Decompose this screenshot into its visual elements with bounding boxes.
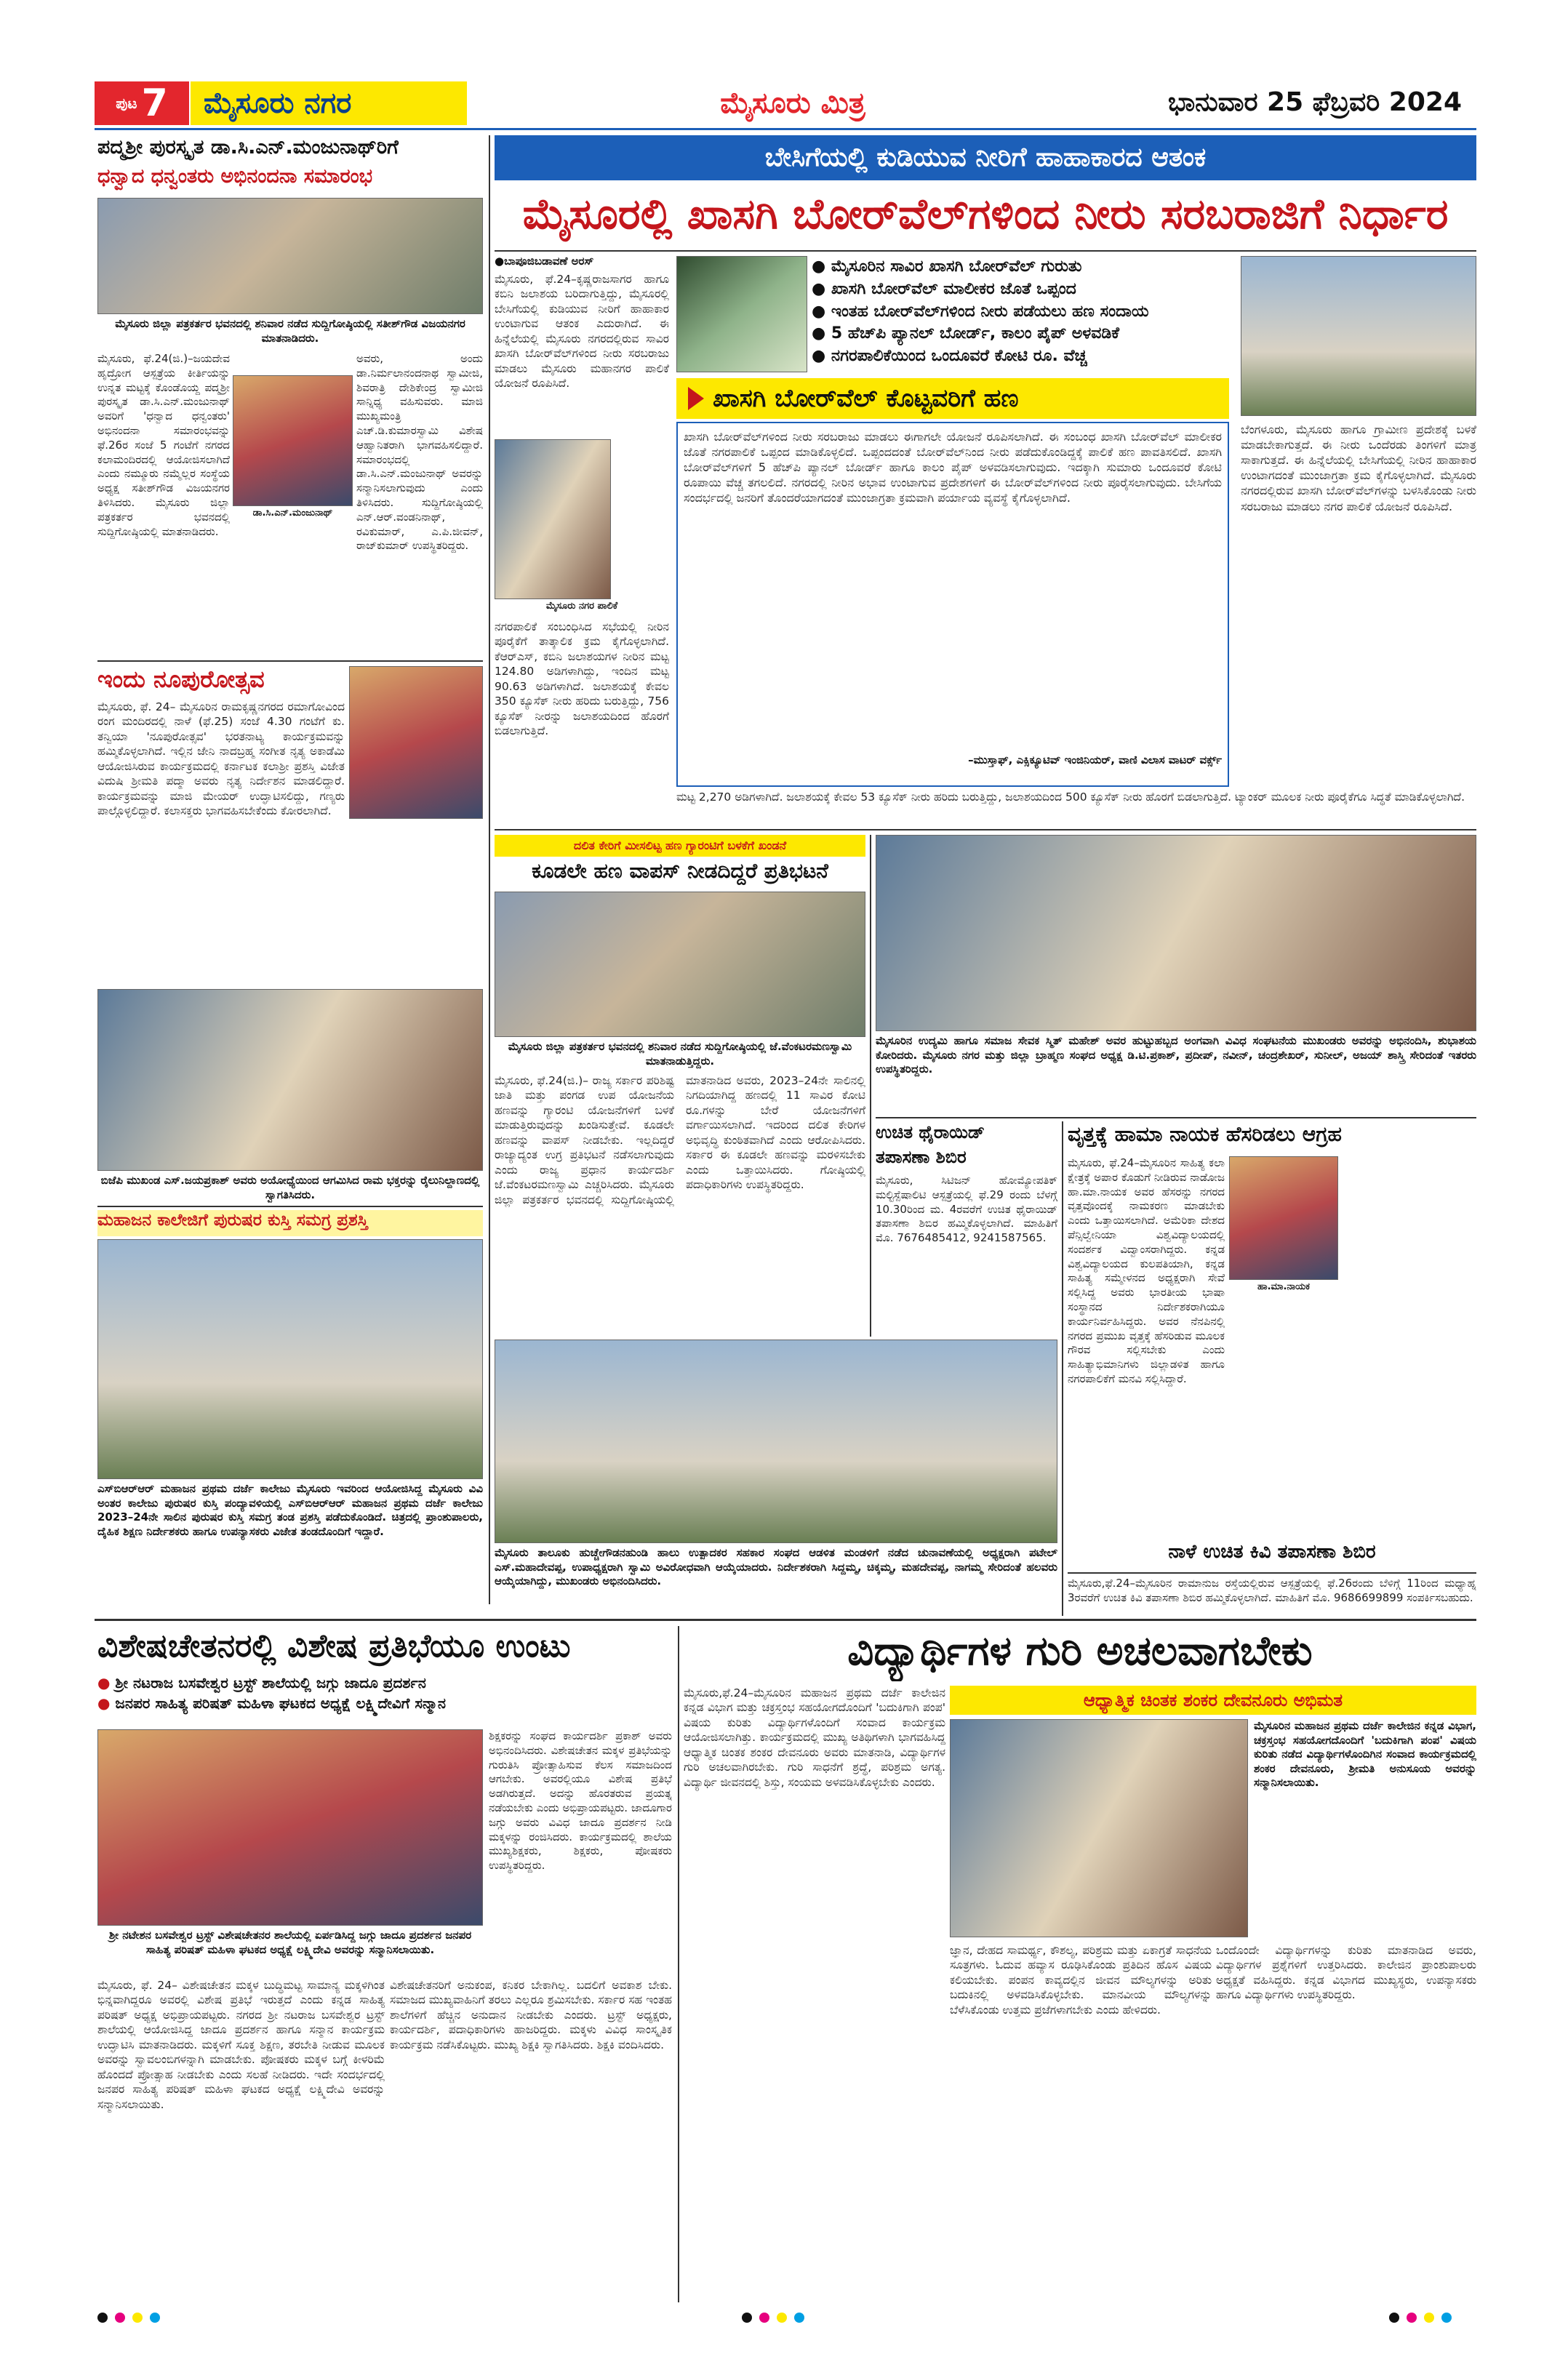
story-manjunath-headline-1: ಪದ್ಮಶ್ರೀ ಪುರಸ್ಕೃತ ಡಾ.ಸಿ.ಎನ್.ಮಂಜುನಾಥ್‌ರಿಗೆ bbox=[97, 136, 399, 159]
special-talent-bullets bbox=[97, 1673, 672, 1725]
lead-col1-side bbox=[614, 439, 669, 599]
nupurotsava-text: ಮೈಸೂರು, ಫೆ. 24– ಮೈಸೂರಿನ ರಾಮಕೃಷ್ಣನಗರದ ರಮಾಗೋವಿಂದ ರಂಗ ಮಂದಿರದಲ್ಲಿ ನಾಳೆ (ಫೆ.25) ಸಂಜೆ 4.30 ಗಂಟೆಗೆ ಕು. ತನ್ವಿಯಾ 'ನೂಪುರೋತ್ಸವ' ಭರತನಾಟ್ಯ ಕಾರ್ಯಕ್ರಮವನ್ನು ಹಮ್ಮಿಕೊಳ್ಳಲಾಗಿದೆ. ಇಲ್ಲಿನ ಜೇನಿ ನಾದಬ್ರಹ್ಮ ಸಂಗೀತ ನೃತ್ಯ ಅಕಾಡೆಮಿ ಆಯೋಜಿಸಿರುವ ಕಾರ್ಯಕ್ರಮದಲ್ಲಿ ಕರ್ನಾಟಕ ಕಲಾಶ್ರೀ ಪ್ರಶಸ್ತಿ ವಿಜೇತ ವಿದುಷಿ ಶ್ರೀಮತಿ ಪದ್ಮಾ ಅವರು ನೃತ್ಯ ನಿರ್ದೇಶನ ಮಾಡಲಿದ್ದಾರೆ. ಕಾರ್ಯಕ್ರಮವನ್ನು ಮಾಜಿ ಮೇಯರ್ ಉದ್ಘಾಟಿಸಲಿದ್ದು, ಗಣ್ಯರು ಪಾಲ್ಗೊಳ್ಳಲಿದ್ದಾರೆ. ಕಲಾಸಕ್ತರು ಭಾಗವಹಿಸಬೇಕೆಂದು ಕೋರಲಾಗಿದೆ. bbox=[97, 700, 345, 818]
divider bbox=[97, 1206, 483, 1207]
ear-camp-text: ಮೈಸೂರು,ಫೆ.24–ಮೈಸೂರಿನ ರಾಮಾನುಜ ರಸ್ತೆಯಲ್ಲಿರುವ ಆಸ್ಪತ್ರೆಯಲ್ಲಿ ಫೆ.26ರಂದು ಬೆಳಿಗ್ಗೆ 11ರಿಂದ ಮಧ್ಯಾಹ್ನ 3ರವರೆಗೆ ಉಚಿತ ಕಿವಿ ತಪಾಸಣಾ ಶಿಬಿರ ಹಮ್ಮಿಕೊಳ್ಳಲಾಗಿದೆ. ಮಾಹಿತಿಗೆ ಮೊ. 9686699899 ಸಂಪರ್ಕಿಸಬಹುದು. bbox=[1068, 1577, 1476, 1604]
divider bbox=[97, 660, 483, 662]
lead-col1: ಮೈಸೂರು, ಫೆ.24–ಕೃಷ್ಣರಾಜಸಾಗರ ಹಾಗೂ ಕಬಿನಿ ಜಲಾಶಯ ಬರಿದಾಗುತ್ತಿದ್ದು, ಮೈಸೂರಲ್ಲಿ ಬೇಸಿಗೆಯಲ್ಲಿ ಕುಡಿಯುವ ನೀರಿಗೆ ಹಾಹಾಕಾರ ಉಂಟಾಗುವ ಆತಂಕ ಎದುರಾಗಿದೆ. ಈ ಹಿನ್ನೆಲೆಯಲ್ಲಿ ಮೈಸೂರು ನಗರದಲ್ಲಿರುವ ಸಾವಿರ ಖಾಸಗಿ ಬೋರ್‌ವೆಲ್‌ಗಳಿಂದ ನೀರು ಸರಬರಾಜು ಮಾಡಲು ಮೈಸೂರು ಮಹಾನಗರ ಪಾಲಿಕೆ ಯೋಜನೆ ರೂಪಿಸಿದೆ. bbox=[495, 273, 669, 391]
college-event-caption: ಮೈಸೂರಿನ ಮಹಾಜನ ಪ್ರಥಮ ದರ್ಜೆ ಕಾಲೇಜಿನ ಕನ್ನಡ ವಿಭಾಗ, ಚಕ್ರಸ್ತಂಭ ಸಹಯೋಗದೊಂದಿಗೆ 'ಬದುಕಿಗಾಗಿ ಪಂಪ' ವಿಷಯ ಕುರಿತು ನಡೆದ ವಿದ್ಯಾರ್ಥಿಗಳೊಂದಿಗಿನ ಸಂವಾದ ಕಾರ್ಯಕ್ರಮದಲ್ಲಿ ಶಂಕರ ದೇವನೂರು, ಶ್ರೀಮತಿ ಅನುಸೂಯ ಅವರನ್ನು ಸನ್ಮಾನಿಸಲಾಯಿತು. bbox=[1254, 1719, 1476, 1789]
registration-marks-center bbox=[742, 2313, 829, 2327]
sub-story-text: ಖಾಸಗಿ ಬೋರ್‌ವೆಲ್‌ಗಳಿಂದ ನೀರು ಸರಬರಾಜು ಮಾಡಲು ಈಗಾಗಲೇ ಯೋಜನೆ ರೂಪಿಸಲಾಗಿದೆ. ಈ ಸಂಬಂಧ ಖಾಸಗಿ ಬೋರ್‌ವೆಲ್ ಮಾಲೀಕರ ಜೊತೆ ನಗರಪಾಲಿಕೆ ಒಪ್ಪಂದ ಮಾಡಿಕೊಳ್ಳಲಿದೆ. ಒಪ್ಪಂದದಂತೆ ಬೋರ್‌ವೆಲ್‌ನಿಂದ ನೀರು ಪಡೆದುಕೊಂಡಿದ್ದಕ್ಕೆ ಪಾಲಿಕೆ ಹಣ ಪಾವತಿಸಲಿದೆ. ಖಾಸಗಿ ಬೋರ್‌ವೆಲ್‌ಗಳಿಗೆ 5 ಹೆಚ್‌ಪಿ ಪ್ಯಾನಲ್ ಬೋರ್ಡ್ ಹಾಗೂ ಕಾಲಂ ಪೈಪ್ ಅಳವಡಿಸಲಾಗುವುದು. ಇದಕ್ಕಾಗಿ ಸುಮಾರು ಒಂದೂವರೆ ಕೋಟಿ ರೂಪಾಯಿ ವೆಚ್ಚ ತಗಲಲಿದೆ. ನಗರದಲ್ಲಿ ನೀರಿನ ಅಭಾವ ಉಂಟಾಗುವ ಪ್ರದೇಶಗಳಿಗೆ ಈ ಬೋರ್‌ವೆಲ್‌ಗಳಿಂದ ನೀರು ಪೂರೈಸಲಾಗುವುದು. ಬೇಸಿಗೆಯ ಸಂದರ್ಭದಲ್ಲಿ ಜನರಿಗೆ ತೊಂದರೆಯಾಗದಂತೆ ಮುಂಜಾಗ್ರತಾ ಕ್ರಮವಾಗಿ ಪರ್ಯಾಯ ವ್ಯವಸ್ಥೆ ಕೈಗೊಳ್ಳಲಾಗಿದೆ. bbox=[684, 430, 1222, 505]
page-number-badge bbox=[95, 81, 189, 125]
divider bbox=[1068, 1572, 1476, 1574]
story-manjunath-text-3 bbox=[233, 527, 353, 657]
arrow-icon bbox=[688, 387, 704, 410]
special-talent-bullet-1: ● ಶ್ರೀ ನಟರಾಜ ಬಸವೇಶ್ವರ ಟ್ರಸ್ಟ್ ಶಾಲೆಯಲ್ಲಿ ಜಗ್ಗು ಜಾದೂ ಪ್ರದರ್ಶನ bbox=[97, 1673, 672, 1693]
masthead-rule bbox=[95, 128, 1476, 130]
magic-show-photo bbox=[97, 1729, 483, 1926]
column-rule bbox=[870, 835, 871, 1337]
registration-marks-right bbox=[1389, 2313, 1476, 2327]
sub-banner bbox=[676, 378, 1229, 419]
issue-date: ಭಾನುವಾರ 25 ಫೆಬ್ರವರಿ 2024 bbox=[1167, 87, 1462, 117]
divider bbox=[876, 1117, 1476, 1118]
registration-marks-left bbox=[97, 2313, 185, 2327]
lead-bullet-4: ● 5 ಹೆಚ್‌ಪಿ ಪ್ಯಾನಲ್ ಬೋರ್ಡ್, ಕಾಲಂ ಪೈಪ್ ಅಳವಡಿಕೆ bbox=[812, 323, 1233, 345]
students-goal-text-1b bbox=[684, 1995, 945, 2299]
protest-caption: ಮೈಸೂರು ಜಿಲ್ಲಾ ಪತ್ರಕರ್ತರ ಭವನದಲ್ಲಿ ಶನಿವಾರ ನಡೆದ ಸುದ್ದಿಗೋಷ್ಠಿಯಲ್ಲಿ ಜೆ.ವೆಂಕಟರಮಣಸ್ವಾಮಿ ಮಾತನಾಡುತ್ತಿದ್ದರು. bbox=[508, 1040, 852, 1068]
protest-headline: ಕೂಡಲೇ ಹಣ ವಾಪಸ್ ನೀಡದಿದ್ದರೆ ಪ್ರತಿಭಟನೆ bbox=[532, 859, 828, 883]
road-naming-text: ಮೈಸೂರು, ಫೆ.24–ಮೈಸೂರಿನ ಸಾಹಿತ್ಯ ಕಲಾ ಕ್ಷೇತ್ರಕ್ಕೆ ಅಪಾರ ಕೊಡುಗೆ ನೀಡಿರುವ ನಾಡೋಜ ಹಾ.ಮಾ.ನಾಯಕ ಅವರ ಹೆಸರನ್ನು ನಗರದ ವೃತ್ತವೊಂದಕ್ಕೆ ನಾಮಕರಣ ಮಾಡಬೇಕು ಎಂದು ಒತ್ತಾಯಿಸಲಾಗಿದೆ. ಅಮೆರಿಕಾ ದೇಶದ ಪೆನ್ಸಿಲ್ವೇನಿಯಾ ವಿಶ್ವವಿದ್ಯಾಲಯದಲ್ಲಿ ಸಂದರ್ಶಕ ವಿದ್ವಾಂಸರಾಗಿದ್ದರು. ಕನ್ನಡ ವಿಶ್ವವಿದ್ಯಾಲಯದ ಕುಲಪತಿಯಾಗಿ, ಕನ್ನಡ ಸಾಹಿತ್ಯ ಸಮ್ಮೇಳನದ ಅಧ್ಯಕ್ಷರಾಗಿ ಸೇವೆ ಸಲ್ಲಿಸಿದ್ದ ಅವರು ಭಾರತೀಯ ಭಾಷಾ ಸಂಸ್ಥಾನದ ನಿರ್ದೇಶಕರಾಗಿಯೂ ಕಾರ್ಯನಿರ್ವಹಿಸಿದ್ದರು. ಅವರ ನೆನಪಿನಲ್ಲಿ ನಗರದ ಪ್ರಮುಖ ವೃತ್ತಕ್ಕೆ ಹೆಸರಿಡುವ ಮೂಲಕ ಗೌರವ ಸಲ್ಲಿಸಬೇಕು ಎಂದು ಸಾಹಿತ್ಯಾಭಿಮಾನಿಗಳು ಜಿಲ್ಲಾಡಳಿತ ಹಾಗೂ ನಗರಪಾಲಿಕೆಗೆ ಮನವಿ ಸಲ್ಲಿಸಿದ್ದಾರೆ. bbox=[1068, 1156, 1225, 1385]
lead-bullet-2: ● ಖಾಸಗಿ ಬೋರ್‌ವೆಲ್ ಮಾಲೀಕರ ಜೊತೆ ಒಪ್ಪಂದ bbox=[812, 279, 1233, 301]
thyroid-headline-1: ಉಚಿತ ಥೈರಾಯಿಡ್ bbox=[876, 1122, 985, 1142]
section-title: ಮೈಸೂರು ನಗರ bbox=[191, 81, 467, 125]
wrestling-headline: ಮಹಾಜನ ಕಾಲೇಜಿಗೆ ಪುರುಷರ ಕುಸ್ತಿ ಸಮಗ್ರ ಪ್ರಶಸ್ತಿ bbox=[97, 1210, 483, 1236]
column-rule bbox=[1062, 1121, 1063, 1616]
dancer-photo bbox=[349, 666, 483, 819]
wrestling-caption: ಎಸ್‌ಬಿಆರ್‌ಆರ್ ಮಹಾಜನ ಪ್ರಥಮ ದರ್ಜೆ ಕಾಲೇಜು ಮೈಸೂರು ಇವರಿಂದ ಆಯೋಜಿಸಿದ್ದ ಮೈಸೂರು ವಿವಿ ಅಂತರ ಕಾಲೇಜು ಪುರುಷರ ಕುಸ್ತಿ ಪಂದ್ಯಾವಳಿಯಲ್ಲಿ ಎಸ್‌ಬಿಆರ್‌ಆರ್ ಮಹಾಜನ ಪ್ರಥಮ ದರ್ಜೆ ಕಾಲೇಜು 2023–24ನೇ ಸಾಲಿನ ಪುರುಷರ ಕುಸ್ತಿ ಸಮಗ್ರ ತಂಡ ಪ್ರಶಸ್ತಿ ಪಡೆದುಕೊಂಡಿದೆ. ಚಿತ್ರದಲ್ಲಿ ಪ್ರಾಂಶುಪಾಲರು, ದೈಹಿಕ ಶಿಕ್ಷಣ ನಿರ್ದೇಶಕರು ಹಾಗೂ ಉಪನ್ಯಾಸಕರು ವಿಜೇತ ತಂಡದೊಂದಿಗೆ ಇದ್ದಾರೆ. bbox=[97, 1482, 483, 1538]
protest-press-photo bbox=[495, 892, 865, 1037]
manjunath-portrait-caption: ಡಾ.ಸಿ.ಎನ್.ಮಂಜುನಾಥ್ bbox=[252, 508, 333, 519]
road-naming-text-right bbox=[1344, 1156, 1476, 1607]
ram-devotees-caption: ಬಿಜೆಪಿ ಮುಖಂಡ ಎಸ್.ಜಯಪ್ರಕಾಶ್ ಅವರು ಅಯೋಧ್ಯೆಯಿಂದ ಆಗಮಿಸಿದ ರಾಮ ಭಕ್ತರನ್ನು ರೈಲುನಿಲ್ದಾಣದಲ್ಲಿ ಸ್ವಾಗತಿಸಿದರು. bbox=[100, 1174, 480, 1201]
lead-headline: ಮೈಸೂರಲ್ಲಿ ಖಾಸಗಿ ಬೋರ್‌ವೆಲ್‌ಗಳಿಂದ ನೀರು ಸರಬರಾಜಿಗೆ ನಿರ್ಧಾರ bbox=[522, 189, 1449, 239]
ram-devotees-photo bbox=[97, 989, 483, 1171]
nupurotsava-headline: ಇಂದು ನೂಪುರೋತ್ಸವ bbox=[97, 665, 265, 693]
special-talent-text: ಮೈಸೂರು, ಫೆ. 24– ವಿಶೇಷಚೇತನ ಮಕ್ಕಳ ಬುದ್ಧಿಮಟ್ಟ ಸಾಮಾನ್ಯ ಮಕ್ಕಳಿಗಿಂತ ಭಿನ್ನವಾಗಿದ್ದರೂ ಅವರಲ್ಲಿ ವಿಶೇಷ ಪ್ರತಿಭೆ ಇರುತ್ತದೆ ಎಂದು ಕನ್ನಡ ಸಾಹಿತ್ಯ ಪರಿಷತ್ ಅಧ್ಯಕ್ಷ ಅಭಿಪ್ರಾಯಪಟ್ಟರು. ನಗರದ ಶ್ರೀ ನಟರಾಜ ಬಸವೇಶ್ವರ ಟ್ರಸ್ಟ್ ಶಾಲೆಯಲ್ಲಿ ಆಯೋಜಿಸಿದ್ದ ಜಾದೂ ಪ್ರದರ್ಶನ ಹಾಗೂ ಸನ್ಮಾನ ಕಾರ್ಯಕ್ರಮ ಉದ್ಘಾಟಿಸಿ ಮಾತನಾಡಿದರು. ಮಕ್ಕಳಿಗೆ ಸೂಕ್ತ ಶಿಕ್ಷಣ, ತರಬೇತಿ ನೀಡುವ ಮೂಲಕ ಅವರನ್ನು ಸ್ವಾವಲಂಬಿಗಳನ್ನಾಗಿ ಮಾಡಬೇಕು. ಪೋಷಕರು ಮಕ್ಕಳ ಬಗ್ಗೆ ಕೀಳರಿಮೆ ಹೊಂದದೆ ಪ್ರೋತ್ಸಾಹ ನೀಡಬೇಕು ಎಂದು ಸಲಹೆ ನೀಡಿದರು. ಇದೇ ಸಂದರ್ಭದಲ್ಲಿ ಜನಪರ ಸಾಹಿತ್ಯ ಪರಿಷತ್ ಮಹಿಳಾ ಘಟಕದ ಅಧ್ಯಕ್ಷೆ ಲಕ್ಷ್ಮಿದೇವಿ ಅವರನ್ನು ಸನ್ಮಾನಿಸಲಾಯಿತು. bbox=[97, 1979, 385, 2111]
students-goal-text-3: ಒಂದೊಂದೇ ವಿದ್ಯಾರ್ಥಿಗಳನ್ನು ಕುರಿತು ಮಾತನಾಡಿದ ಅವರು, ವಿದ್ಯಾರ್ಥಿಗಳ ಪ್ರಶ್ನೆಗಳಿಗೆ ಉತ್ತರಿಸಿದರು. ಕಾಲೇಜಿನ ಪ್ರಾಂಶುಪಾಲರು ಅಧ್ಯಕ್ಷತೆ ವಹಿಸಿದ್ದರು. ಕನ್ನಡ ವಿಭಾಗದ ಮುಖ್ಯಸ್ಥರು, ಉಪನ್ಯಾಸಕರು ಹಾಗೂ ವಿದ್ಯಾರ್ಥಿಗಳು ಉಪಸ್ಥಿತರಿದ್ದರು. bbox=[1216, 1944, 1476, 2002]
lead-bottom-text: ಮಟ್ಟ 2,270 ಅಡಿಗಳಾಗಿದೆ. ಜಲಾಶಯಕ್ಕೆ ಕೇವಲ 53 ಕ್ಯೂಸೆಕ್ ನೀರು ಹರಿದು ಬರುತ್ತಿದ್ದು, ಜಲಾಶಯದಿಂದ 500 ಕ್ಯೂಸೆಕ್ ನೀರು ಹೊರಗೆ ಬಿಡಲಾಗುತ್ತಿದೆ. ಟ್ಯಾಂಕರ್ ಮೂಲಕ ನೀರು ಪೂರೈಕೆಗೂ ಸಿದ್ಧತೆ ಮಾಡಿಕೊಳ್ಳಲಾಗಿದೆ. bbox=[676, 790, 1465, 804]
column-rule bbox=[489, 135, 490, 1604]
lead-bullet-1: ● ಮೈಸೂರಿನ ಸಾವಿರ ಖಾಸಗಿ ಬೋರ್‌ವೆಲ್ ಗುರುತು bbox=[812, 256, 1233, 279]
section-rule bbox=[95, 1619, 1476, 1621]
students-goal-subkicker: ಆಧ್ಯಾತ್ಮಿಕ ಚಿಂತಕ ಶಂಕರ ದೇವನೂರು ಅಭಿಮತ bbox=[950, 1686, 1476, 1715]
thyroid-text: ಮೈಸೂರು, ಸಿಟಿಜನ್ ಹೋಮ್ಯೋಪತಿಕ್ ಮಲ್ಟಿಸ್ಪೆಷಾಲಿಟಿ ಆಸ್ಪತ್ರೆಯಲ್ಲಿ ಫೆ.29 ರಂದು ಬೆಳಗ್ಗೆ 10.30ರಿಂದ ಮ. 4ರವರೆಗೆ ಉಚಿತ ಥೈರಾಯಿಡ್ ತಪಾಸಣಾ ಶಿಬಿರ ಹಮ್ಮಿಕೊಳ್ಳಲಾಗಿದೆ. ಮಾಹಿತಿಗೆ ಮೊ. 7676485412, 9241587565. bbox=[876, 1174, 1057, 1245]
drinking-water-photo bbox=[676, 256, 807, 372]
magic-show-caption: ಶ್ರೀ ನಟೇಶನ ಬಸವೇಶ್ವರ ಟ್ರಸ್ಟ್ ವಿಶೇಷಚೇತನರ ಶಾಲೆಯಲ್ಲಿ ಏರ್ಪಡಿಸಿದ್ದ ಜಗ್ಗು ಜಾದೂ ಪ್ರದರ್ಶನ ಜನಪರ ಸಾಹಿತ್ಯ ಪರಿಷತ್ ಮಹಿಳಾ ಘಟಕದ ಅಧ್ಯಕ್ಷೆ ಲಕ್ಷ್ಮಿದೇವಿ ಅವರನ್ನು ಸನ್ಮಾನಿಸಲಾಯಿತು. bbox=[108, 1929, 472, 1956]
special-talent-headline: ವಿಶೇಷಚೇತನರಲ್ಲಿ ವಿಶೇಷ ಪ್ರತಿಭೆಯೂ ಉಂಟು bbox=[97, 1628, 571, 1665]
sub-story-box bbox=[676, 422, 1229, 787]
divider bbox=[495, 250, 1476, 252]
wrestling-team-photo bbox=[97, 1239, 483, 1479]
lead-dateline: ●ಬಾಪೂಜಿಬಡಾವಣೆ ಅರಸ್ bbox=[495, 255, 594, 268]
college-event-photo bbox=[950, 1719, 1248, 1937]
protest-kicker: ದಲಿತ ಕೇರಿಗೆ ಮೀಸಲಿಟ್ಟ ಹಣ ಗ್ಯಾರಂಟಿಗೆ ಬಳಕೆಗೆ ಖಂಡನೆ bbox=[495, 835, 865, 857]
page-label: ಪುಟ bbox=[116, 95, 137, 112]
lead-side-text: ಬೆಂಗಳೂರು, ಮೈಸೂರು ಹಾಗೂ ಗ್ರಾಮೀಣ ಪ್ರದೇಶಕ್ಕೆ ಬಳಕೆ ಮಾಡಬೇಕಾಗುತ್ತದೆ. ಈ ನೀರು ಒಂದೆರಡು ತಿಂಗಳಿಗೆ ಮಾತ್ರ ಸಾಕಾಗುತ್ತದೆ. ಈ ಹಿನ್ನೆಲೆಯಲ್ಲಿ ಬೇಸಿಗೆಯಲ್ಲಿ ನೀರಿನ ಹಾಹಾಕಾರ ಉಂಟಾಗದಂತೆ ಮುಂಜಾಗ್ರತಾ ಕ್ರಮ ಕೈಗೊಳ್ಳಲಾಗಿದೆ. ಮೈಸೂರು ನಗರದಲ್ಲಿರುವ ಖಾಸಗಿ ಬೋರ್‌ವೆಲ್‌ಗಳನ್ನು ಬಳಸಿಕೊಂಡು ನೀರು ಸರಬರಾಜು ಮಾಡಲು ನಗರ ಪಾಲಿಕೆ ಯೋಜನೆ ರೂಪಿಸಿದೆ. bbox=[1241, 423, 1476, 513]
hama-nayaka-portrait bbox=[1229, 1156, 1338, 1280]
city-corporation-photo bbox=[495, 439, 611, 599]
lead-col1b: ನಗರಪಾಲಿಕೆ ಸಂಬಂಧಿಸಿದ ಸಭೆಯಲ್ಲಿ ನೀರಿನ ಪೂರೈಕೆಗೆ ತಾತ್ಕಾಲಿಕ ಕ್ರಮ ಕೈಗೊಳ್ಳಲಾಗಿದೆ. ಕೆಆರ್‌ಎಸ್, ಕಬಿನಿ ಜಲಾಶಯಗಳ ನೀರಿನ ಮಟ್ಟ 124.80 ಅಡಿಗಳಾಗಿದ್ದು, ಇಂದಿನ ಮಟ್ಟ 90.63 ಅಡಿಗಳಾಗಿದೆ. ಜಲಾಶಯಕ್ಕೆ ಕೇವಲ 350 ಕ್ಯೂಸೆಕ್ ನೀರು ಹರಿದು ಬರುತ್ತಿದ್ದು, 756 ಕ್ಯೂಸೆಕ್ ನೀರನ್ನು ಜಲಾಶಯದಿಂದ ಹೊರಗೆ ಬಿಡಲಾಗುತ್ತಿದೆ. bbox=[495, 620, 669, 738]
press-meet-photo bbox=[97, 198, 483, 314]
city-corporation-caption: ಮೈಸೂರು ನಗರ ಪಾಲಿಕೆ bbox=[545, 601, 618, 612]
protest-text: ಮೈಸೂರು, ಫೆ.24(ಜಿ.)– ರಾಜ್ಯ ಸರ್ಕಾರ ಪರಿಶಿಷ್ಟ ಜಾತಿ ಮತ್ತು ಪಂಗಡ ಉಪ ಯೋಜನೆಯ ಹಣವನ್ನು ಗ್ಯಾರಂಟಿ ಯೋಜನೆಗಳಿಗೆ ಬಳಕೆ ಮಾಡುತ್ತಿರುವುದನ್ನು ಖಂಡಿಸುತ್ತೇವೆ. ಕೂಡಲೇ ಹಣವನ್ನು ವಾಪಸ್ ನೀಡಬೇಕು. ಇಲ್ಲದಿದ್ದರೆ ರಾಜ್ಯಾದ್ಯಂತ ಉಗ್ರ ಪ್ರತಿಭಟನೆ ನಡೆಸಲಾಗುವುದು ಎಂದು ರಾಜ್ಯ ಪ್ರಧಾನ ಕಾರ್ಯದರ್ಶಿ ಜೆ.ವೆಂಕಟರಮಣಸ್ವಾಮಿ ಎಚ್ಚರಿಸಿದರು. ಮೈಸೂರು ಜಿಲ್ಲಾ ಪತ್ರಕರ್ತರ ಭವನದಲ್ಲಿ ಸುದ್ದಿಗೋಷ್ಠಿಯಲ್ಲಿ ಮಾತನಾಡಿದ ಅವರು, 2023–24ನೇ ಸಾಲಿನಲ್ಲಿ ನಿಗದಿಯಾಗಿದ್ದ ಹಣದಲ್ಲಿ 11 ಸಾವಿರ ಕೋಟಿ ರೂ.ಗಳನ್ನು ಬೇರೆ ಯೋಜನೆಗಳಿಗೆ ವರ್ಗಾಯಿಸಲಾಗಿದೆ. ಇದರಿಂದ ದಲಿತ ಕೇರಿಗಳ ಅಭಿವೃದ್ಧಿ ಕುಂಠಿತವಾಗಿದೆ ಎಂದು ಆರೋಪಿಸಿದರು. ಸರ್ಕಾರ ಈ ಕೂಡಲೇ ಹಣವನ್ನು ಮರಳಿಸಬೇಕು ಎಂದು ಒತ್ತಾಯಿಸಿದರು. ಗೋಷ್ಠಿಯಲ್ಲಿ ಪದಾಧಿಕಾರಿಗಳು ಉಪಸ್ಥಿತರಿದ್ದರು. bbox=[495, 1074, 865, 1206]
special-talent-text-2: ವಿಶೇಷಚೇತನರಿಗೆ ಅನುಕಂಪ, ಕನಿಕರ ಬೇಕಾಗಿಲ್ಲ. ಬದಲಿಗೆ ಅವಕಾಶ ಬೇಕು. ಸಮಾಜದ ಮುಖ್ಯವಾಹಿನಿಗೆ ತರಲು ಎಲ್ಲರೂ ಶ್ರಮಿಸಬೇಕು. ಸರ್ಕಾರ ಸಹ ಇಂತಹ ಶಾಲೆಗಳಿಗೆ ಹೆಚ್ಚಿನ ಅನುದಾನ ನೀಡಬೇಕು ಎಂದರು. ಟ್ರಸ್ಟ್ ಅಧ್ಯಕ್ಷರು, ಕಾರ್ಯದರ್ಶಿ, ಪದಾಧಿಕಾರಿಗಳು ಹಾಜರಿದ್ದರು. ಮಕ್ಕಳು ವಿವಿಧ ಸಾಂಸ್ಕೃತಿಕ ಕಾರ್ಯಕ್ರಮ ನಡೆಸಿಕೊಟ್ಟರು. ಮುಖ್ಯ ಶಿಕ್ಷಕಿ ಸ್ವಾಗತಿಸಿದರು. ಶಿಕ್ಷಕಿ ವಂದಿಸಿದರು. bbox=[390, 1979, 672, 2051]
lead-bullet-5: ● ನಗರಪಾಲಿಕೆಯಿಂದ ಒಂದೂವರೆ ಕೋಟಿ ರೂ. ವೆಚ್ಚ bbox=[812, 345, 1233, 368]
special-talent-text-right: ಶಿಕ್ಷಕರನ್ನು ಸಂಘದ ಕಾರ್ಯದರ್ಶಿ ಪ್ರಕಾಶ್ ಅವರು ಅಭಿನಂದಿಸಿದರು. ವಿಶೇಷಚೇತನ ಮಕ್ಕಳ ಪ್ರತಿಭೆಯನ್ನು ಗುರುತಿಸಿ ಪ್ರೋತ್ಸಾಹಿಸುವ ಕೆಲಸ ಸಮಾಜದಿಂದ ಆಗಬೇಕು. ಅವರಲ್ಲಿಯೂ ವಿಶೇಷ ಪ್ರತಿಭೆ ಅಡಗಿರುತ್ತದೆ. ಅದನ್ನು ಹೊರತರುವ ಪ್ರಯತ್ನ ನಡೆಯಬೇಕು ಎಂದು ಅಭಿಪ್ರಾಯಪಟ್ಟರು. ಜಾದೂಗಾರ ಜಗ್ಗು ಅವರು ವಿವಿಧ ಜಾದೂ ಪ್ರದರ್ಶನ ನೀಡಿ ಮಕ್ಕಳನ್ನು ರಂಜಿಸಿದರು. ಕಾರ್ಯಕ್ರಮದಲ್ಲಿ ಶಾಲೆಯ ಮುಖ್ಯಶಿಕ್ಷಕರು, ಶಿಕ್ಷಕರು, ಪೋಷಕರು ಉಪಸ್ಥಿತರಿದ್ದರು. bbox=[489, 1729, 672, 1873]
sub-banner-text: ಖಾಸಗಿ ಬೋರ್‌ವೆಲ್ ಕೊಟ್ಟವರಿಗೆ ಹಣ bbox=[713, 383, 1019, 413]
ear-camp-headline: ನಾಳೆ ಉಚಿತ ಕಿವಿ ತಪಾಸಣಾ ಶಿಬಿರ bbox=[1168, 1541, 1376, 1563]
story-manjunath-headline-2: ಧನ್ವಾದ ಧನ್ವಂತರು ಅಭಿನಂದನಾ ಸಮಾರಂಭ bbox=[97, 165, 373, 188]
lead-bullet-list bbox=[812, 256, 1233, 372]
dairy-society-caption: ಮೈಸೂರು ತಾಲೂಕು ಹುಚ್ಚೇಗೌಡನಹುಂಡಿ ಹಾಲು ಉತ್ಪಾದಕರ ಸಹಕಾರ ಸಂಘದ ಆಡಳಿತ ಮಂಡಳಿಗೆ ನಡೆದ ಚುನಾವಣೆಯಲ್ಲಿ ಅಧ್ಯಕ್ಷರಾಗಿ ಪಟೇಲ್ ಎಸ್.ಮಹಾದೇವಪ್ಪ, ಉಪಾಧ್ಯಕ್ಷರಾಗಿ ಸ್ವಾಮಿ ಅವಿರೋಧವಾಗಿ ಆಯ್ಕೆಯಾದರು. ನಿರ್ದೇಶಕರಾಗಿ ಸಿದ್ದಮ್ಮ, ಚಿಕ್ಕಮ್ಮ, ಮಹದೇವಪ್ಪ, ನಾಗಮ್ಮ ಸೇರಿದಂತೆ ಹಲವರು ಆಯ್ಕೆಯಾಗಿದ್ದು, ಮುಖಂಡರು ಅಭಿನಂದಿಸಿದರು. bbox=[495, 1546, 1057, 1588]
lead-bullet-3: ● ಇಂತಹ ಬೋರ್‌ವೆಲ್‌ಗಳಿಂದ ನೀರು ಪಡೆಯಲು ಹಣ ಸಂದಾಯ bbox=[812, 301, 1233, 324]
column-rule bbox=[678, 1626, 679, 2302]
sub-story-byline: –ಮುಸ್ತಾಫ್, ಎಕ್ಸಿಕ್ಯೂಟಿವ್ ಇಂಜಿನಿಯರ್, ವಾಣಿ ವಿಲಾಸ ವಾಟರ್ ವರ್ಕ್ಸ್ bbox=[968, 753, 1222, 766]
students-goal-text-2: ಜ್ಞಾನ, ದೇಹದ ಸಾಮರ್ಥ್ಯ, ಕೌಶಲ್ಯ, ಪರಿಶ್ರಮ ಮತ್ತು ಏಕಾಗ್ರತೆ ಸಾಧನೆಯ ಸೂತ್ರಗಳು. ಓದುವ ಹವ್ಯಾಸ ರೂಢಿಸಿಕೊಂಡು ಪ್ರತಿದಿನ ಹೊಸ ವಿಷಯ ಕಲಿಯಬೇಕು. ಪಂಪನ ಕಾವ್ಯದಲ್ಲಿನ ಜೀವನ ಮೌಲ್ಯಗಳನ್ನು ಅರಿತು ಬದುಕಿನಲ್ಲಿ ಅಳವಡಿಸಿಕೊಳ್ಳಬೇಕು. ಮಾನವೀಯ ಮೌಲ್ಯಗಳನ್ನು ಬೆಳೆಸಿಕೊಂಡು ಉತ್ತಮ ಪ್ರಜೆಗಳಾಗಬೇಕು ಎಂದು ಹೇಳಿದರು. bbox=[950, 1944, 1212, 2017]
borewell-photo bbox=[1241, 256, 1476, 416]
special-talent-bullet-2: ● ಜನಪರ ಸಾಹಿತ್ಯ ಪರಿಷತ್ ಮಹಿಳಾ ಘಟಕದ ಅಧ್ಯಕ್ಷೆ ಲಕ್ಷ್ಮಿದೇವಿಗೆ ಸನ್ಮಾನ bbox=[97, 1693, 672, 1713]
press-meet-caption: ಮೈಸೂರು ಜಿಲ್ಲಾ ಪತ್ರಕರ್ತರ ಭವನದಲ್ಲಿ ಶನಿವಾರ ನಡೆದ ಸುದ್ದಿಗೋಷ್ಠಿಯಲ್ಲಿ ಸತೀಶ್‌ಗೌಡ ವಿಜಯನಗರ ಮಾತನಾಡಿದರು. bbox=[115, 317, 465, 345]
road-naming-headline: ವೃತ್ತಕ್ಕೆ ಹಾಮಾ ನಾಯಕ ಹೆಸರಿಡಲು ಆಗ್ರಹ bbox=[1068, 1122, 1342, 1146]
page-number: 7 bbox=[141, 81, 168, 125]
divider bbox=[495, 829, 1476, 830]
lead-kicker: ಬೇಸಿಗೆಯಲ್ಲಿ ಕುಡಿಯುವ ನೀರಿಗೆ ಹಾಹಾಕಾರದ ಆತಂಕ bbox=[495, 135, 1476, 180]
manjunath-portrait bbox=[233, 375, 353, 506]
story-manjunath-text-2: ಅವರು, ಅಂದು ಡಾ.ನಿರ್ಮಲಾನಂದನಾಥ ಸ್ವಾಮೀಜಿ, ಶಿವರಾತ್ರಿ ದೇಶಿಕೇಂದ್ರ ಸ್ವಾಮೀಜಿ ಸಾನ್ನಿಧ್ಯ ವಹಿಸುವರು. ಮಾಜಿ ಮುಖ್ಯಮಂತ್ರಿ ಎಚ್.ಡಿ.ಕುಮಾರಸ್ವಾಮಿ ವಿಶೇಷ ಆಹ್ವಾನಿತರಾಗಿ ಭಾಗವಹಿಸಲಿದ್ದಾರೆ. ಸಮಾರಂಭದಲ್ಲಿ ಡಾ.ಸಿ.ಎನ್.ಮಂಜುನಾಥ್ ಅವರನ್ನು ಸನ್ಮಾನಿಸಲಾಗುವುದು ಎಂದು ತಿಳಿಸಿದರು. ಸುದ್ದಿಗೋಷ್ಠಿಯಲ್ಲಿ ಎನ್.ಆರ್.ವಂಡನಿನಾಥ್, ರವಿಕುಮಾರ್, ಎ.ಪಿ.ಜೀವನ್, ರಾಜ್‌ಕುಮಾರ್ ಉಪಸ್ಥಿತರಿದ್ದರು. bbox=[356, 352, 483, 553]
hama-nayaka-caption: ಹಾ.ಮಾ.ನಾಯಕ bbox=[1257, 1281, 1311, 1292]
students-goal-headline: ವಿದ್ಯಾರ್ಥಿಗಳ ಗುರಿ ಅಚಲವಾಗಬೇಕು bbox=[847, 1628, 1313, 1675]
birthday-felicitation-photo bbox=[876, 835, 1476, 1031]
birthday-felicitation-caption: ಮೈಸೂರಿನ ಉದ್ಯಮಿ ಹಾಗೂ ಸಮಾಜ ಸೇವಕ ಸ್ಮಿತ್ ಮಹೇಶ್ ಅವರ ಹುಟ್ಟುಹಬ್ಬದ ಅಂಗವಾಗಿ ವಿವಿಧ ಸಂಘಟನೆಯ ಮುಖಂಡರು ಅವರನ್ನು ಅಭಿನಂದಿಸಿ, ಶುಭಾಶಯ ಕೋರಿದರು. ಮೈಸೂರು ನಗರ ಮತ್ತು ಜಿಲ್ಲಾ ಬ್ರಾಹ್ಮಣ ಸಂಘದ ಅಧ್ಯಕ್ಷ ಡಿ.ಟಿ.ಪ್ರಕಾಶ್, ಪ್ರದೀಪ್, ನವೀನ್, ಚಂದ್ರಶೇಖರ್, ಸುನೀಲ್, ಅಜಯ್ ಶಾಸ್ತ್ರಿ ಸೇರಿದಂತೆ ಇತರರು ಉಪಸ್ಥಿತರಿದ್ದರು. bbox=[876, 1034, 1476, 1076]
students-goal-text-1: ಮೈಸೂರು,ಫೆ.24–ಮೈಸೂರಿನ ಮಹಾಜನ ಪ್ರಥಮ ದರ್ಜೆ ಕಾಲೇಜಿನ ಕನ್ನಡ ವಿಭಾಗ ಮತ್ತು ಚಕ್ರಸ್ತಂಭ ಸಹಯೋಗದೊಂದಿಗೆ 'ಬದುಕಿಗಾಗಿ ಪಂಪ' ವಿಷಯ ಕುರಿತು ವಿದ್ಯಾರ್ಥಿಗಳೊಂದಿಗೆ ಸಂವಾದ ಕಾರ್ಯಕ್ರಮ ಆಯೋಜಿಸಲಾಗಿತ್ತು. ಕಾರ್ಯಕ್ರಮದಲ್ಲಿ ಮುಖ್ಯ ಅತಿಥಿಗಳಾಗಿ ಭಾಗವಹಿಸಿದ್ದ ಆಧ್ಯಾತ್ಮಿಕ ಚಿಂತಕ ಶಂಕರ ದೇವನೂರು ಅವರು ಮಾತನಾಡಿ, ವಿದ್ಯಾರ್ಥಿಗಳ ಗುರಿ ಅಚಲವಾಗಿರಬೇಕು. ಗುರಿ ಸಾಧನೆಗೆ ಶ್ರದ್ಧೆ, ಪರಿಶ್ರಮ ಅಗತ್ಯ. ವಿದ್ಯಾರ್ಥಿ ಜೀವನದಲ್ಲಿ ಶಿಸ್ತು, ಸಂಯಮ ಅಳವಡಿಸಿಕೊಳ್ಳಬೇಕು ಎಂದರು. bbox=[684, 1686, 945, 1789]
dairy-society-photo bbox=[495, 1340, 1057, 1543]
newspaper-logo: ಮೈಸೂರು ಮಿತ್ರ bbox=[720, 85, 865, 120]
thyroid-headline-2: ತಪಾಸಣಾ ಶಿಬಿರ bbox=[876, 1147, 967, 1167]
story-manjunath-text: ಮೈಸೂರು, ಫೆ.24(ಜಿ.)–ಜಯದೇವ ಹೃದ್ರೋಗ ಆಸ್ಪತ್ರೆಯ ಕೀರ್ತಿಯನ್ನು ಉನ್ನತ ಮಟ್ಟಕ್ಕೆ ಕೊಂಡೊಯ್ದ ಪದ್ಮಶ್ರೀ ಪುರಸ್ಕೃತ ಡಾ.ಸಿ.ಎನ್.ಮಂಜುನಾಥ್ ಅವರಿಗೆ 'ಧನ್ವಾದ ಧನ್ವಂತರು' ಅಭಿನಂದನಾ ಸಮಾರಂಭವನ್ನು ಫೆ.26ರ ಸಂಜೆ 5 ಗಂಟೆಗೆ ನಗರದ ಕಲಾಮಂದಿರದಲ್ಲಿ ಆಯೋಜಿಸಲಾಗಿದೆ ಎಂದು ನಮ್ಮೂರು ನಮ್ಮೆಲ್ಲರ ಸಂಸ್ಥೆಯ ಅಧ್ಯಕ್ಷ ಸತೀಶ್‌ಗೌಡ ವಿಜಯನಗರ ತಿಳಿಸಿದರು. ಮೈಸೂರು ಜಿಲ್ಲಾ ಪತ್ರಕರ್ತರ ಭವನದಲ್ಲಿ ಸುದ್ದಿಗೋಷ್ಠಿಯಲ್ಲಿ ಮಾತನಾಡಿದರು. bbox=[97, 352, 230, 538]
